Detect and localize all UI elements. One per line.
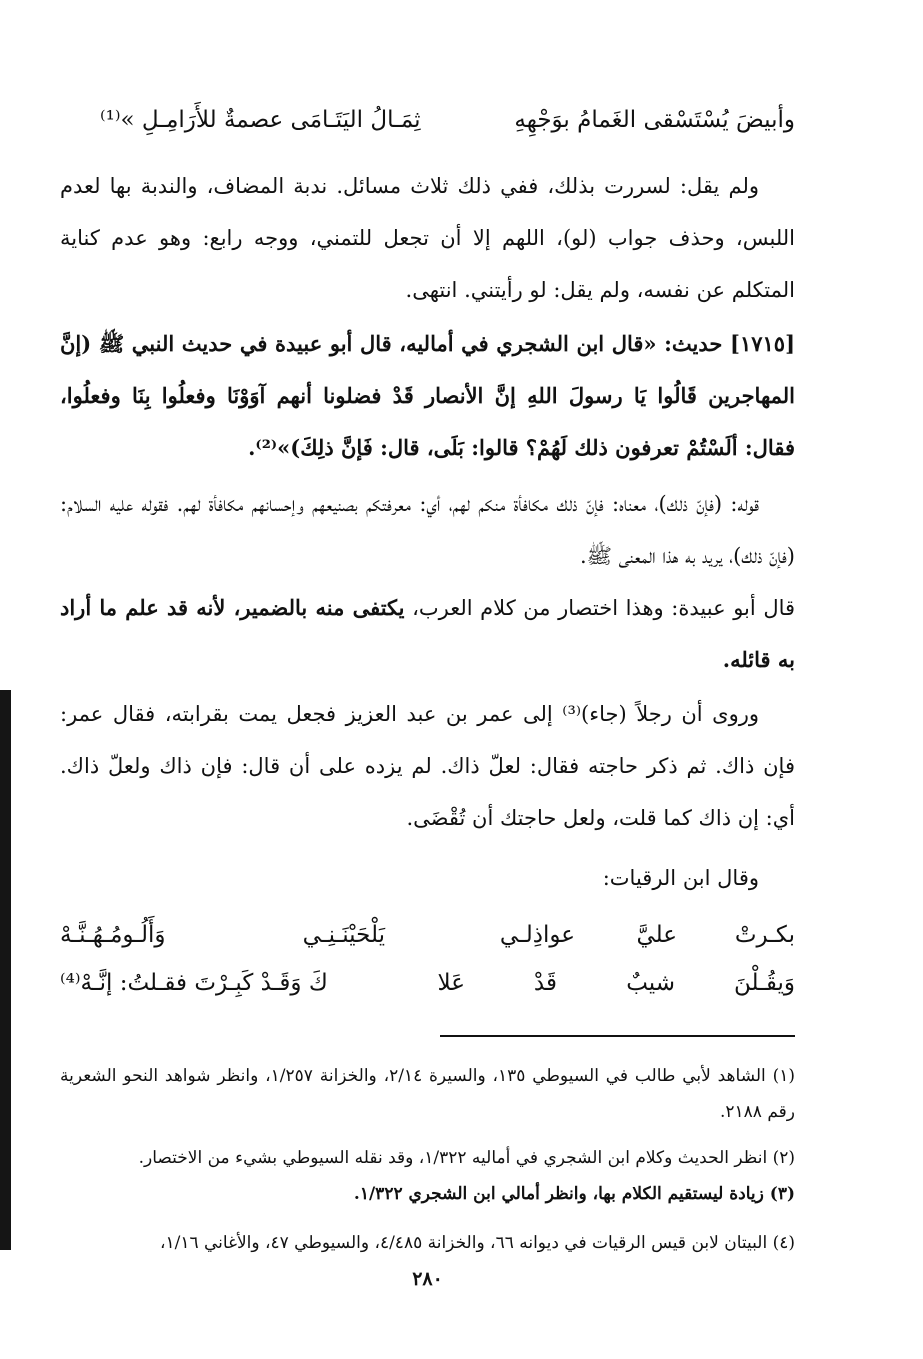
hadith-number: [١٧١٥] [730, 331, 795, 356]
scan-edge-shadow [0, 690, 11, 1250]
poem-line-2 [60, 958, 795, 1008]
paragraph-explanation [60, 478, 795, 582]
paragraph-bold-text: يكتفى منه بالضمير، لأنه قد علم ما أراد به قائله. [60, 595, 795, 672]
footnote-2: (٢) انظر الحديث وكلام ابن الشجري في أماليه ١/٣٢٢، وقد نقله السيوطي بشيء من الاختصار. [138, 1148, 795, 1168]
poem-word: عواذِلـي [499, 922, 575, 948]
poem-intro [60, 852, 795, 904]
poem-word: وَأَلُـومُـهُـنَّـهْ [60, 922, 166, 948]
poem-word: بكـرتْ [734, 922, 795, 948]
hadith-text: (إنَّ المهاجرين قَالُوا يَا رسولَ اللهِ إنَّ الأنصار قَدْ فضلونا أنهم آوَوْنَا وفعلُوا بِنَا وفعلُوا، فقال: ألَسْتُمْ تعرفون ذلك لَهُمْ؟ قالوا: بَلَى، قال: فَإنَّ ذلِكَ)»⁽²⁾. [60, 331, 795, 460]
paragraph-commentary [60, 160, 795, 316]
paragraph-abu-ubayda [60, 582, 795, 686]
footnote-divider [440, 1035, 795, 1037]
book-page [60, 0, 795, 1359]
poem-word: عليَّ [636, 922, 677, 948]
poem-word: قَدْ [533, 970, 557, 996]
footnote-1: (١) الشاهد لأبي طالب في السيوطي ١٣٥، والسيرة ٢/١٤، والخزانة ١/٢٥٧، وانظر شواهد النحو الشعرية رقم ٢١٨٨. [60, 1066, 795, 1122]
verse-hemistich-left: ثِمَـالُ اليَتَـامَى عصمةٌ للأَرَامِـلِ »⁽¹⁾ [100, 107, 421, 133]
paragraph-narration [60, 688, 795, 844]
hadith-intro: حديث: «قال ابن الشجري في أماليه، قال أبو عبيدة في حديث النبي ﷺ [98, 331, 723, 356]
page-number: ٢٨٠ [412, 1268, 443, 1290]
poem-word: شيبٌ [626, 970, 675, 996]
poem-word: كَ وَقَـدْ كَبِـرْتَ فقـلتُ: إنَّـهْ⁽⁴⁾ [60, 970, 328, 996]
paragraph-text: قال أبو عبيدة: وهذا اختصار من كلام العرب، [404, 596, 796, 620]
footnote-4: (٤) البيتان لابن قيس الرقيات في ديوانه ٦٦، والخزانة ٤/٤٨٥، والسيوطي ٤٧، والأغاني ١/١٦، [159, 1233, 795, 1253]
paragraph-text: قوله: (فإنّ ذلك)، معناه: فإنّ ذلك مكافأة منكم لهم، أي: معرفتكم بصنيعهم وإحسانهم مكافأة لهم. فقوله عليه السلام: (فإنّ ذلك)، يريد به هذا المعنى ﷺ. [60, 492, 795, 568]
verse-hemistich-right: وأبيضَ يُسْتَسْقى الغَمامُ بوَجْهِهِ [514, 107, 795, 133]
poem-intro-text: وقال ابن الرقيات: [602, 866, 759, 890]
paragraph-text: وروى أن رجلاً (جاء)⁽³⁾ إلى عمر بن عبد العزيز فجعل يمت بقرابته، فقال عمر: فإن ذاك. ثم ذكر حاجته فقال: لعلّ ذاك. لم يزده على أن قال: فإن ذاك ولعلّ ذاك. أي: إن ذاك كما قلت، ولعل حاجتك أن تُقْضَى. [60, 702, 795, 830]
hadith-entry [60, 318, 795, 474]
opening-verse [60, 100, 795, 140]
poem-line-1 [60, 910, 795, 960]
poem-word: يَلْحَيْنَـنِـي [302, 922, 385, 948]
paragraph-text: ولم يقل: لسررت بذلك، ففي ذلك ثلاث مسائل. ندبة المضاف، والندبة بها لعدم اللبس، وحذف جواب (لو)، اللهم إلا أن تجعل للتمني، ووجه رابع: وهو عدم كناية المتكلم عن نفسه، ولم يقل: لو رأيتني. انتهى. [60, 174, 795, 302]
poem-word: وَيقُـلْنَ [733, 970, 795, 996]
footnote-3: (٣) زيادة ليستقيم الكلام بها، وانظر أمالي ابن الشجري ١/٣٢٢. [353, 1184, 795, 1204]
poem-word: عَلا [437, 970, 465, 996]
